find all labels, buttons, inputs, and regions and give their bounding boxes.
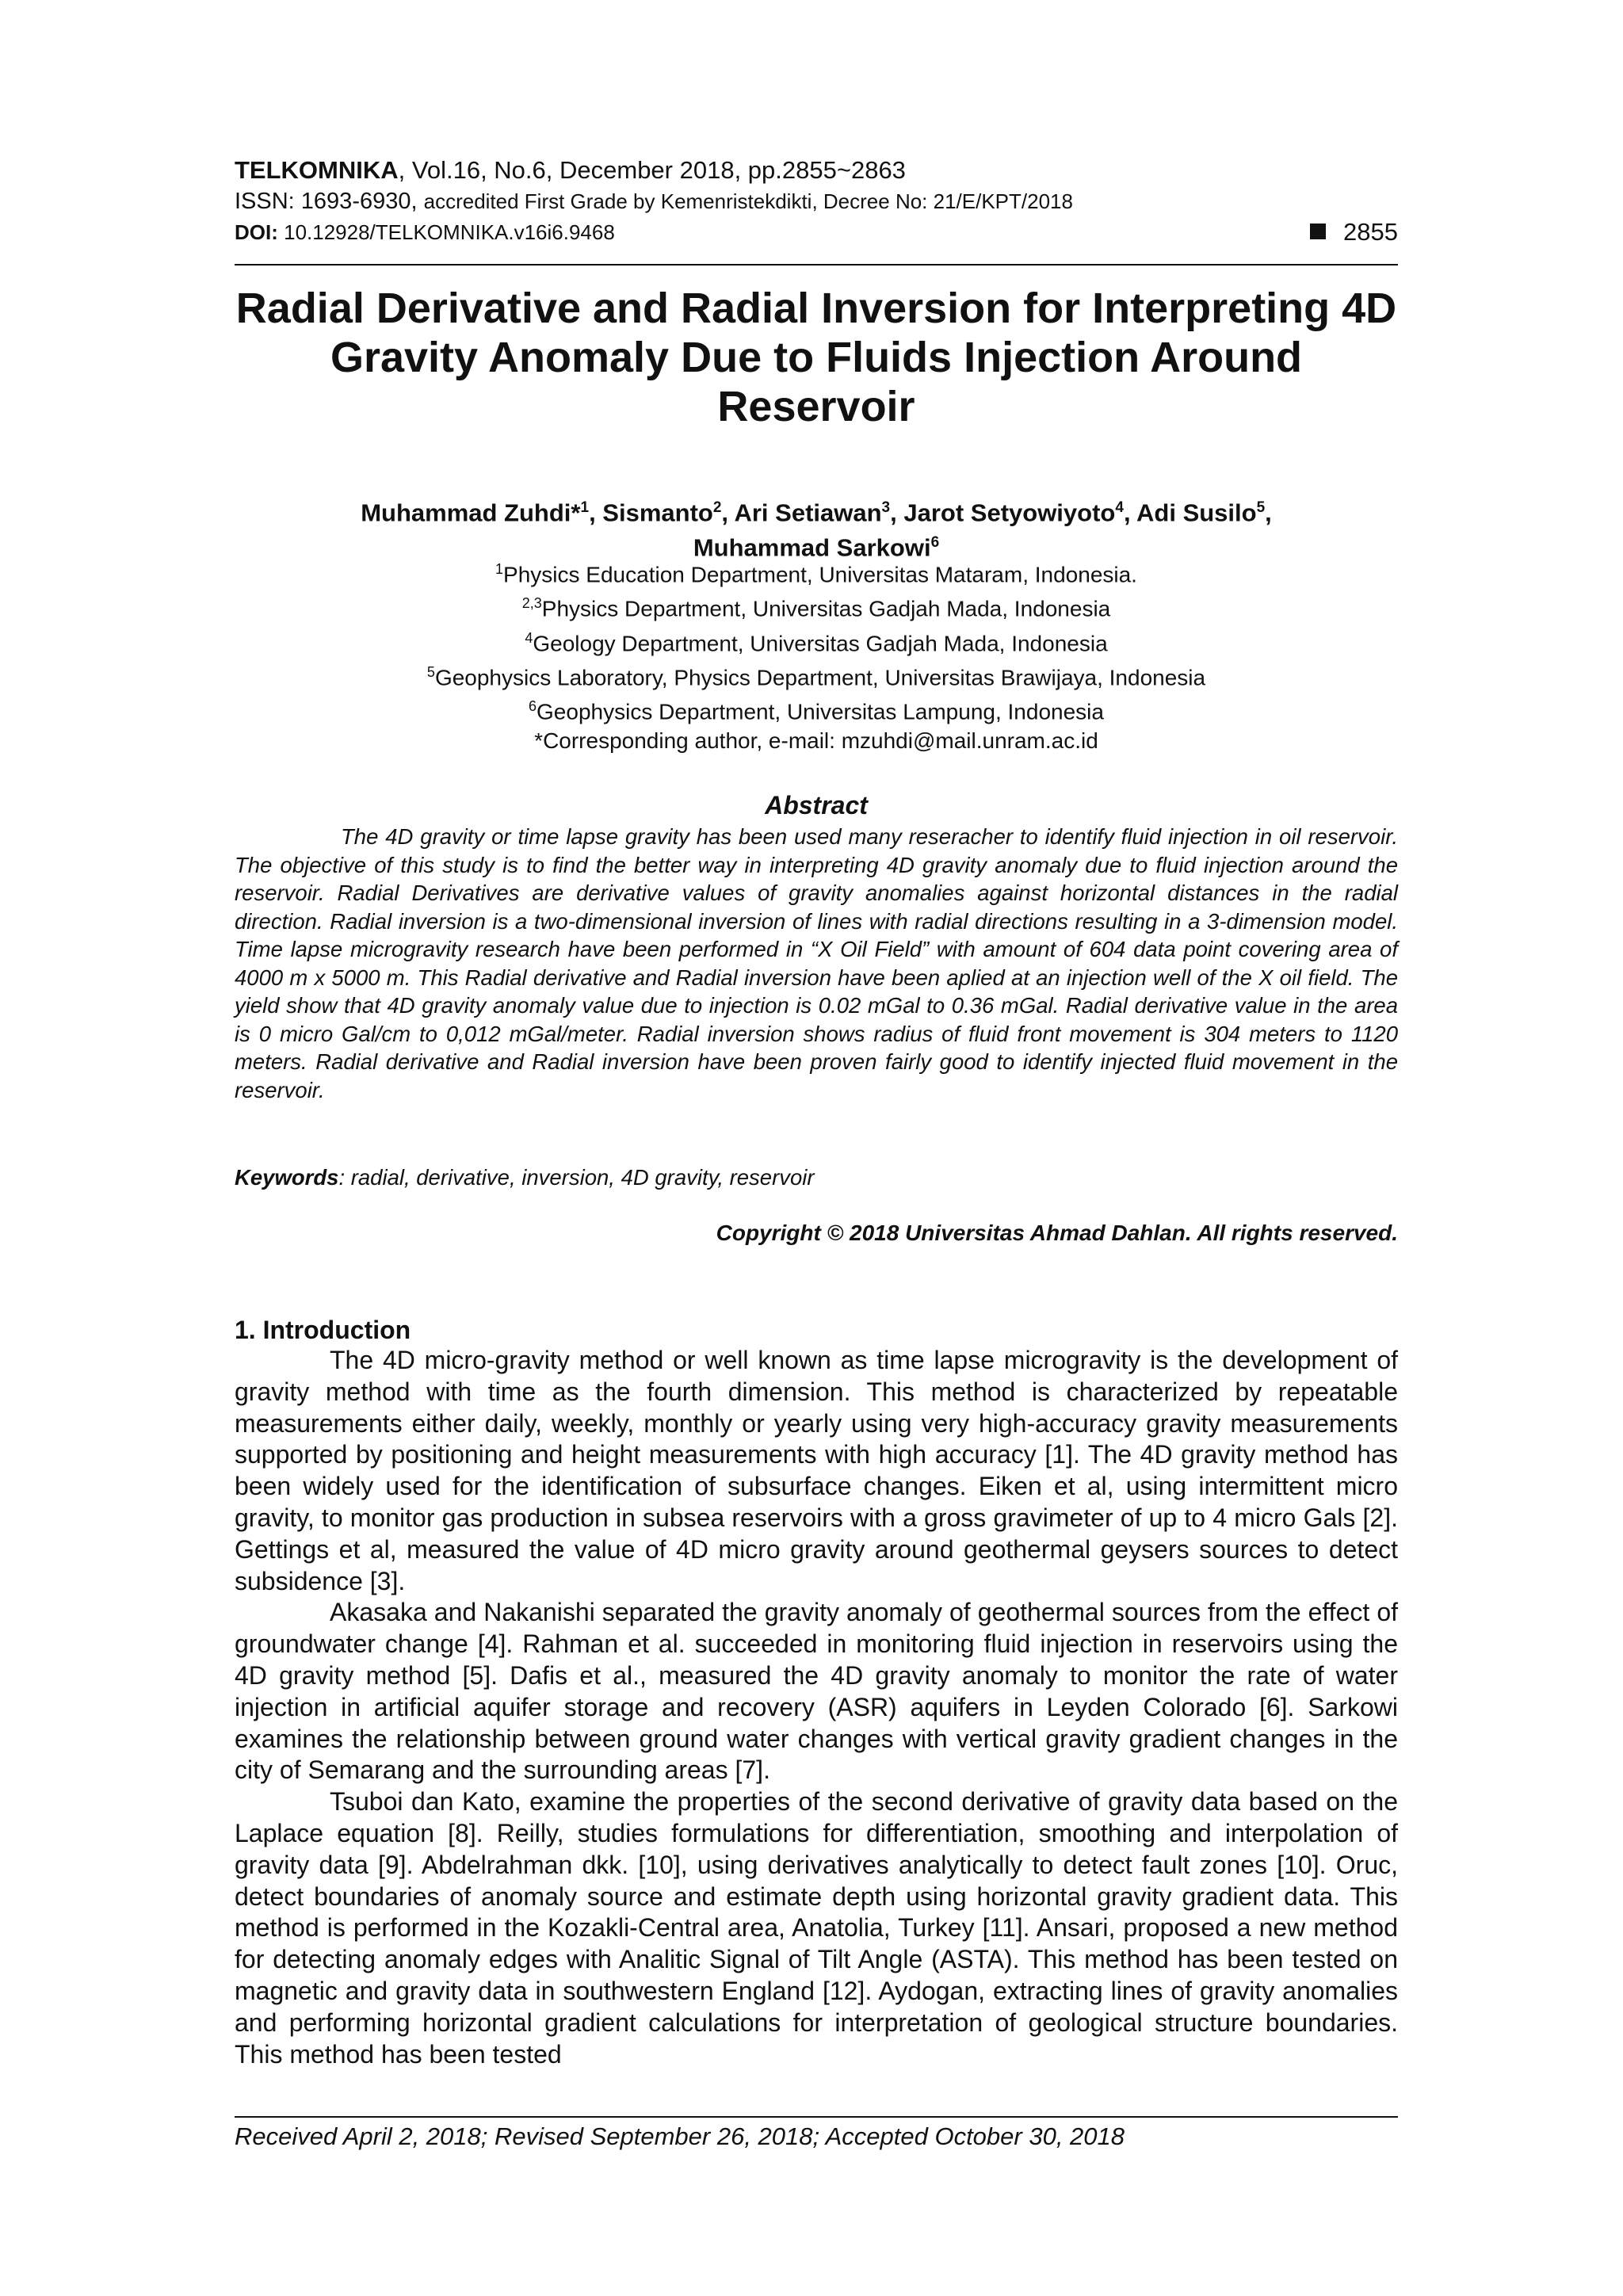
paper-title: Radial Derivative and Radial Inversion for Interpreting 4D Gravity Anomaly Due to Fluids Injection Around Reservoir xyxy=(235,285,1397,430)
author-affil-mark: 3 xyxy=(881,499,891,516)
body-paragraph: Tsuboi dan Kato, examine the properties of the second derivative of gravity data based on the Laplace equation [8]. Reilly, studies formulations for differentiation, smoothing and interpolation of gravity data [9]. Abdelrahman dkk. [10], using derivatives analytically to detect fault zones [10]. Oruc, detect boundaries of anomaly source and estimate depth using horizontal gravity gradient data. This method is performed in the Kozakli-Central area, Anatolia, Turkey [11]. Ansari, proposed a new method for detecting anomaly edges with Analitic Signal of Tilt Angle (ASTA). This method has been tested on magnetic and gravity data in southwestern England [12]. Aydogan, extracting lines of gravity anomalies and performing horizontal gradient calculations for interpretation of geological structure boundaries. This method has been tested xyxy=(235,1787,1398,2069)
affiliation-item xyxy=(235,692,1398,726)
copyright-notice: Copyright © 2018 Universitas Ahmad Dahlan. All rights reserved. xyxy=(716,1221,1398,1245)
affiliation-text: Geology Department, Universitas Gadjah Mada, Indonesia xyxy=(533,630,1108,655)
author-separator: , xyxy=(589,499,603,527)
abstract-heading: Abstract xyxy=(765,791,868,819)
author-separator: , xyxy=(1265,499,1272,527)
author-name: Jarot Setyowiyoto xyxy=(903,499,1116,527)
abstract-text: The 4D gravity or time lapse gravity has been used many reseracher to identify fluid injection in oil reservoir. The objective of this study is to find the better way in interpreting 4D gravity anomaly due to fluid injection around the reservoir. Radial Derivatives are derivative values of gravity anomalies against horizontal distances in the radial direction. Radial inversion is a two-dimensional inversion of lines with radial directions resulting in a 3-dimension model. Time lapse microgravity research have been performed in “X Oil Field” with amount of 604 data point covering area of 4000 m x 5000 m. This Radial derivative and Radial inversion have been aplied at an injection well of the X oil field. The yield show that 4D gravity anomaly value due to injection is 0.02 mGal to 0.36 mGal. Radial derivative value in the area is 0 micro Gal/cm to 0,012 mGal/meter. Radial inversion shows radius of fluid front movement is 304 meters to 1120 meters. Radial derivative and Radial inversion have been proven fairly good to identify injected fluid movement in the reservoir. xyxy=(235,824,1398,1102)
affiliation-list xyxy=(235,555,1398,755)
section-heading-introduction: 1. Introduction xyxy=(235,1316,411,1344)
body-paragraph: The 4D micro-gravity method or well known as time lapse microgravity is the development of gravity method with time as the fourth dimension. This method is characterized by repeatable measurements either daily, weekly, monthly or yearly using very high-accuracy gravity measurements supported by positioning and height measurements with high accuracy [1]. The 4D gravity method has been widely used for the identification of subsurface changes. Eiken et al, using intermittent micro gravity, to monitor gas production in subsea reservoirs with a gross gravimeter of up to 4 micro Gals [2]. Gettings et al, measured the value of 4D micro gravity around geothermal geysers sources to detect subsidence [3]. xyxy=(235,1346,1398,1595)
affiliation-mark: 6 xyxy=(529,698,537,715)
author-name: Adi Susilo xyxy=(1136,499,1257,527)
received-dates: Received April 2, 2018; Revised September 26, 2018; Accepted October 30, 2018 xyxy=(235,2122,1125,2150)
author-affil-mark: 6 xyxy=(930,534,940,552)
affiliation-text: Geophysics Laboratory, Physics Department, Universitas Brawijaya, Indonesia xyxy=(434,665,1206,690)
keywords-text: : radial, derivative, inversion, 4D gravity, reservoir xyxy=(338,1165,815,1190)
journal-citation xyxy=(235,155,906,185)
volume-info: , Vol.16, No.6, December 2018, pp.2855~2863 xyxy=(398,156,906,184)
doi-label: DOI: xyxy=(235,220,278,244)
author-separator: , xyxy=(890,499,904,527)
author-separator: , xyxy=(721,499,735,527)
author-list xyxy=(235,493,1398,563)
keywords-line xyxy=(235,1165,1398,1190)
affiliation-item xyxy=(235,589,1398,623)
author-separator: , xyxy=(1123,499,1137,527)
author-name: Muhammad Sarkowi xyxy=(693,533,931,562)
page-number: 2855 xyxy=(1343,218,1398,246)
doi-value: 10.12928/TELKOMNIKA.v16i6.9468 xyxy=(277,220,615,244)
affiliation-item xyxy=(235,658,1398,692)
affiliation-text: Geophysics Department, Universitas Lampung, Indonesia xyxy=(537,699,1104,724)
author-name: Muhammad Zuhdi* xyxy=(361,499,581,527)
author-affil-mark: 4 xyxy=(1115,499,1124,516)
issn-line xyxy=(235,187,1073,216)
issn-label: ISSN: 1693-6930, xyxy=(235,189,424,214)
affiliation-text: Physics Department, Universitas Gadjah Mada, Indonesia xyxy=(541,596,1111,621)
author-name: Sismanto xyxy=(602,499,713,527)
author-affil-mark: 1 xyxy=(580,499,590,516)
keywords-label: Keywords xyxy=(235,1165,339,1190)
affiliation-mark: 5 xyxy=(426,663,435,680)
affiliation-mark: 2,3 xyxy=(521,595,542,612)
affiliation-item xyxy=(235,555,1398,589)
affiliation-mark: 1 xyxy=(495,561,504,577)
journal-name: TELKOMNIKA xyxy=(235,156,399,184)
accreditation-text: accredited First Grade by Kemenristekdikti, Decree No: 21/E/KPT/2018 xyxy=(423,189,1073,213)
footer-divider xyxy=(235,2116,1398,2118)
affiliation-text: Physics Education Department, Universitas Mataram, Indonesia. xyxy=(503,562,1137,587)
author-affil-mark: 2 xyxy=(712,499,722,516)
doi-line xyxy=(235,219,1398,246)
introduction-body xyxy=(235,1345,1398,2070)
square-bullet-icon xyxy=(1310,223,1326,239)
header-divider xyxy=(235,264,1398,266)
affiliation-item xyxy=(235,624,1398,658)
author-affil-mark: 5 xyxy=(1256,499,1266,516)
affiliation-mark: 4 xyxy=(525,629,533,646)
corresponding-author: *Corresponding author, e-mail: mzuhdi@mail.unram.ac.id xyxy=(534,728,1098,753)
page-number-box xyxy=(1310,219,1398,246)
author-name: Ari Setiawan xyxy=(734,499,882,527)
body-paragraph: Akasaka and Nakanishi separated the gravity anomaly of geothermal sources from the effect of groundwater change [4]. Rahman et al. succeeded in monitoring fluid injection in reservoirs using the 4D gravity method [5]. Dafis et al., measured the 4D gravity anomaly to monitor the rate of water injection in artificial aquifer storage and recovery (ASR) aquifers in Leyden Colorado [6]. Sarkowi examines the relationship between ground water changes with vertical gravity gradient changes in the city of Semarang and the surrounding areas [7]. xyxy=(235,1598,1398,1785)
